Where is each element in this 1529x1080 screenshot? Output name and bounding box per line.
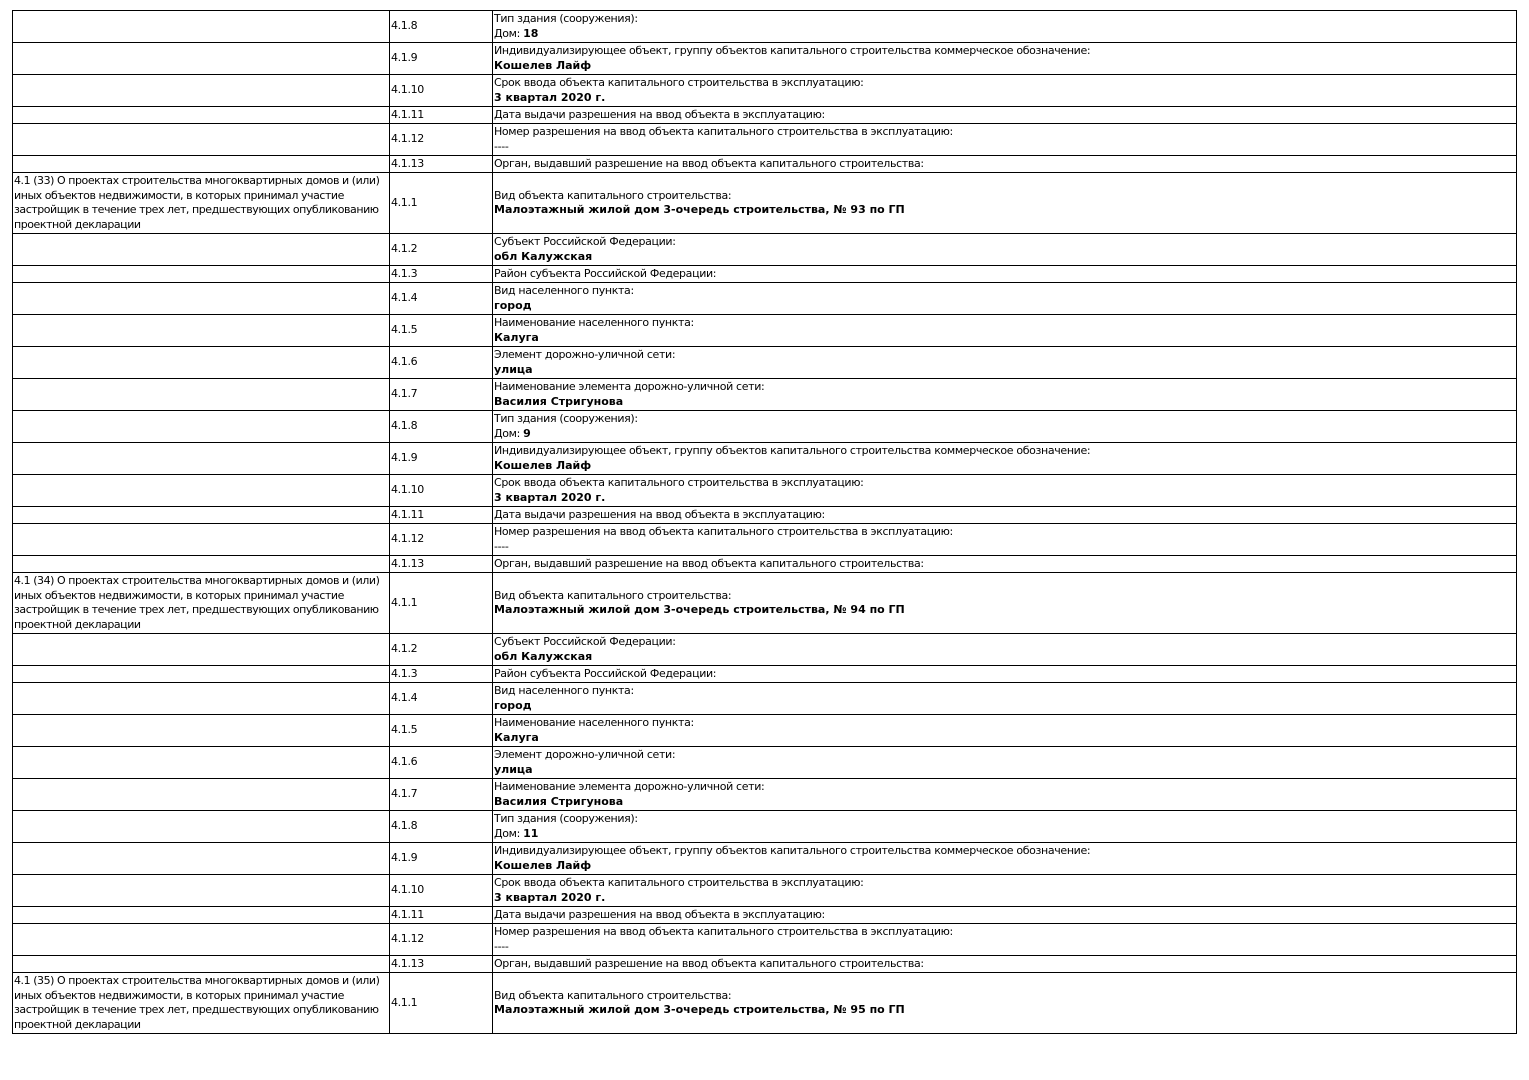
item-label: Наименование элемента дорожно-уличной сети:: [494, 380, 765, 393]
item-value-prefix: Дом:: [494, 426, 524, 440]
item-value: город: [494, 698, 532, 712]
item-label: Вид объекта капитального строительства:: [494, 988, 732, 1002]
item-value: 3 квартал 2020 г.: [494, 890, 606, 904]
section-title-cell: [13, 379, 390, 411]
item-value: Калуга: [494, 330, 539, 344]
table-row: [13, 234, 1517, 266]
table-row: [13, 715, 1517, 747]
item-label: Наименование населенного пункта:: [494, 316, 694, 329]
table-row: [13, 475, 1517, 507]
item-label: Элемент дорожно-уличной сети:: [494, 348, 676, 361]
declaration-table: [12, 10, 1517, 1034]
item-content-cell: [493, 875, 1517, 907]
section-title-cell: [13, 124, 390, 156]
item-content-cell: [493, 683, 1517, 715]
section-title-cell: [13, 811, 390, 843]
section-title-cell: [13, 283, 390, 315]
item-value: Василия Стригунова: [494, 794, 624, 808]
item-label: Индивидуализирующее объект, группу объектов капитального строительства коммерческое обозначение:: [494, 844, 1091, 857]
item-content-cell: [493, 156, 1517, 173]
item-value: 3 квартал 2020 г.: [494, 90, 606, 104]
item-label: Дата выдачи разрешения на ввод объекта в эксплуатацию:: [494, 107, 825, 121]
section-title-cell: [13, 507, 390, 524]
item-value: Кошелев Лайф: [494, 58, 592, 72]
item-number-cell: 4.1.12: [390, 524, 493, 556]
item-number-cell: 4.1.13: [390, 156, 493, 173]
item-label: Тип здания (сооружения):: [494, 812, 638, 825]
item-content-cell: [493, 973, 1517, 1034]
item-content-cell: [493, 347, 1517, 379]
item-content-cell: [493, 666, 1517, 683]
item-content-cell: [493, 507, 1517, 524]
item-label: Номер разрешения на ввод объекта капитального строительства в эксплуатацию:: [494, 125, 953, 138]
item-label: Вид объекта капитального строительства:: [494, 588, 732, 602]
item-number-cell: 4.1.5: [390, 315, 493, 347]
item-value: обл Калужская: [494, 649, 593, 663]
item-label: Срок ввода объекта капитального строительства в эксплуатацию:: [494, 76, 864, 89]
item-value: улица: [494, 362, 533, 376]
item-value: Малоэтажный жилой дом 3-очередь строительства, № 94 по ГП: [494, 603, 905, 616]
item-value: Василия Стригунова: [494, 394, 624, 408]
item-label: Вид объекта капитального строительства:: [494, 188, 732, 202]
item-number-cell: 4.1.6: [390, 347, 493, 379]
table-row: [13, 956, 1517, 973]
item-content-cell: [493, 811, 1517, 843]
section-title-cell: [13, 556, 390, 573]
item-content-cell: [493, 747, 1517, 779]
item-content-cell: [493, 75, 1517, 107]
section-title-cell: [13, 875, 390, 907]
table-row: [13, 524, 1517, 556]
section-title-cell: [13, 843, 390, 875]
item-number-cell: 4.1.3: [390, 266, 493, 283]
table-row: [13, 811, 1517, 843]
item-value: 18: [523, 26, 539, 40]
table-row: [13, 43, 1517, 75]
item-content-cell: [493, 43, 1517, 75]
item-number-cell: 4.1.8: [390, 411, 493, 443]
item-content-cell: [493, 411, 1517, 443]
item-content-cell: [493, 173, 1517, 234]
table-row: [13, 411, 1517, 443]
item-number-cell: 4.1.11: [390, 507, 493, 524]
section-title-cell: [13, 75, 390, 107]
item-number-cell: 4.1.6: [390, 747, 493, 779]
table-row: [13, 156, 1517, 173]
section-title-cell: 4.1 (33) О проектах строительства многоквартирных домов и (или) иных объектов недвижимости, в которых принимал участие застройщик в течение трех лет, предшествующих опубликованию проектной декларации: [13, 173, 390, 234]
item-number-cell: 4.1.4: [390, 683, 493, 715]
item-content-cell: [493, 524, 1517, 556]
table-row: [13, 347, 1517, 379]
table-row: [13, 315, 1517, 347]
item-label: Тип здания (сооружения):: [494, 12, 638, 25]
item-number-cell: 4.1.2: [390, 634, 493, 666]
item-content-cell: [493, 11, 1517, 43]
item-value: Кошелев Лайф: [494, 458, 592, 472]
item-number-cell: 4.1.13: [390, 556, 493, 573]
item-label: Орган, выдавший разрешение на ввод объекта капитального строительства:: [494, 156, 924, 170]
table-row: [13, 573, 1517, 634]
item-content-cell: [493, 283, 1517, 315]
item-label: Дата выдачи разрешения на ввод объекта в эксплуатацию:: [494, 507, 825, 521]
table-row: [13, 124, 1517, 156]
section-title-cell: [13, 715, 390, 747]
item-label: Субъект Российской Федерации:: [494, 635, 676, 648]
section-title-cell: [13, 411, 390, 443]
item-number-cell: 4.1.1: [390, 173, 493, 234]
item-content-cell: [493, 556, 1517, 573]
item-content-cell: [493, 956, 1517, 973]
item-value: Малоэтажный жилой дом 3-очередь строительства, № 93 по ГП: [494, 203, 905, 216]
item-label: Район субъекта Российской Федерации:: [494, 666, 717, 680]
item-content-cell: [493, 124, 1517, 156]
section-title-cell: 4.1 (34) О проектах строительства многоквартирных домов и (или) иных объектов недвижимости, в которых принимал участие застройщик в течение трех лет, предшествующих опубликованию проектной декларации: [13, 573, 390, 634]
item-content-cell: [493, 266, 1517, 283]
item-value: 3 квартал 2020 г.: [494, 490, 606, 504]
section-title-cell: [13, 634, 390, 666]
item-number-cell: 4.1.7: [390, 379, 493, 411]
item-label: Индивидуализирующее объект, группу объектов капитального строительства коммерческое обозначение:: [494, 444, 1091, 457]
item-label: Тип здания (сооружения):: [494, 412, 638, 425]
table-row: [13, 443, 1517, 475]
item-content-cell: [493, 573, 1517, 634]
item-number-cell: 4.1.5: [390, 715, 493, 747]
table-row: [13, 683, 1517, 715]
item-number-cell: 4.1.2: [390, 234, 493, 266]
item-value: ----: [494, 939, 509, 953]
item-label: Элемент дорожно-уличной сети:: [494, 748, 676, 761]
section-title-cell: [13, 956, 390, 973]
section-title-cell: [13, 475, 390, 507]
item-value: обл Калужская: [494, 249, 593, 263]
item-label: Номер разрешения на ввод объекта капитального строительства в эксплуатацию:: [494, 925, 953, 938]
item-value: Калуга: [494, 730, 539, 744]
item-number-cell: 4.1.4: [390, 283, 493, 315]
section-title-cell: [13, 666, 390, 683]
table-row: [13, 556, 1517, 573]
item-number-cell: 4.1.1: [390, 973, 493, 1034]
item-content-cell: [493, 634, 1517, 666]
table-row: [13, 779, 1517, 811]
item-content-cell: [493, 107, 1517, 124]
item-content-cell: [493, 843, 1517, 875]
section-title-cell: [13, 43, 390, 75]
item-label: Номер разрешения на ввод объекта капитального строительства в эксплуатацию:: [494, 525, 953, 538]
section-title-cell: [13, 11, 390, 43]
table-row: [13, 283, 1517, 315]
table-row: [13, 747, 1517, 779]
item-number-cell: 4.1.10: [390, 475, 493, 507]
item-value-prefix: Дом:: [494, 26, 524, 40]
item-label: Вид населенного пункта:: [494, 284, 634, 297]
section-title-cell: [13, 156, 390, 173]
item-label: Орган, выдавший разрешение на ввод объекта капитального строительства:: [494, 556, 924, 570]
item-number-cell: 4.1.9: [390, 843, 493, 875]
table-row: [13, 973, 1517, 1034]
item-label: Дата выдачи разрешения на ввод объекта в эксплуатацию:: [494, 907, 825, 921]
table-row: [13, 907, 1517, 924]
item-value: Кошелев Лайф: [494, 858, 592, 872]
item-value: ----: [494, 539, 509, 553]
table-row: [13, 107, 1517, 124]
item-number-cell: 4.1.11: [390, 907, 493, 924]
item-label: Срок ввода объекта капитального строительства в эксплуатацию:: [494, 876, 864, 889]
item-number-cell: 4.1.10: [390, 875, 493, 907]
item-value: Малоэтажный жилой дом 3-очередь строительства, № 95 по ГП: [494, 1003, 905, 1016]
item-content-cell: [493, 315, 1517, 347]
item-value: улица: [494, 762, 533, 776]
table-row: [13, 924, 1517, 956]
item-number-cell: 4.1.8: [390, 11, 493, 43]
item-content-cell: [493, 907, 1517, 924]
table-row: [13, 634, 1517, 666]
item-label: Наименование элемента дорожно-уличной сети:: [494, 780, 765, 793]
item-number-cell: 4.1.13: [390, 956, 493, 973]
item-label: Орган, выдавший разрешение на ввод объекта капитального строительства:: [494, 956, 924, 970]
item-content-cell: [493, 234, 1517, 266]
section-title-cell: 4.1 (35) О проектах строительства многоквартирных домов и (или) иных объектов недвижимости, в которых принимал участие застройщик в течение трех лет, предшествующих опубликованию проектной декларации: [13, 973, 390, 1034]
item-number-cell: 4.1.8: [390, 811, 493, 843]
section-title-cell: [13, 683, 390, 715]
item-number-cell: 4.1.7: [390, 779, 493, 811]
table-row: [13, 379, 1517, 411]
item-number-cell: 4.1.1: [390, 573, 493, 634]
item-label: Индивидуализирующее объект, группу объектов капитального строительства коммерческое обозначение:: [494, 44, 1091, 57]
section-title-cell: [13, 747, 390, 779]
item-number-cell: 4.1.9: [390, 43, 493, 75]
item-content-cell: [493, 924, 1517, 956]
table-row: [13, 666, 1517, 683]
section-title-cell: [13, 347, 390, 379]
item-label: Субъект Российской Федерации:: [494, 235, 676, 248]
table-row: [13, 843, 1517, 875]
item-value-prefix: Дом:: [494, 826, 524, 840]
table-row: [13, 875, 1517, 907]
item-label: Наименование населенного пункта:: [494, 716, 694, 729]
section-title-cell: [13, 924, 390, 956]
item-number-cell: 4.1.3: [390, 666, 493, 683]
item-label: Срок ввода объекта капитального строительства в эксплуатацию:: [494, 476, 864, 489]
table-row: [13, 507, 1517, 524]
item-content-cell: [493, 715, 1517, 747]
item-number-cell: 4.1.11: [390, 107, 493, 124]
item-value: 11: [523, 826, 539, 840]
item-number-cell: 4.1.12: [390, 124, 493, 156]
item-number-cell: 4.1.10: [390, 75, 493, 107]
section-title-cell: [13, 524, 390, 556]
section-title-cell: [13, 443, 390, 475]
section-title-cell: [13, 315, 390, 347]
item-number-cell: 4.1.9: [390, 443, 493, 475]
item-content-cell: [493, 779, 1517, 811]
item-number-cell: 4.1.12: [390, 924, 493, 956]
section-title-cell: [13, 107, 390, 124]
item-value: город: [494, 298, 532, 312]
table-row: [13, 173, 1517, 234]
section-title-cell: [13, 234, 390, 266]
section-title-cell: [13, 907, 390, 924]
table-row: [13, 11, 1517, 43]
item-label: Вид населенного пункта:: [494, 684, 634, 697]
item-content-cell: [493, 443, 1517, 475]
section-title-cell: [13, 266, 390, 283]
item-content-cell: [493, 379, 1517, 411]
item-label: Район субъекта Российской Федерации:: [494, 266, 717, 280]
item-content-cell: [493, 475, 1517, 507]
section-title-cell: [13, 779, 390, 811]
item-value: ----: [494, 139, 509, 153]
table-row: [13, 266, 1517, 283]
table-row: [13, 75, 1517, 107]
item-value: 9: [523, 426, 531, 440]
